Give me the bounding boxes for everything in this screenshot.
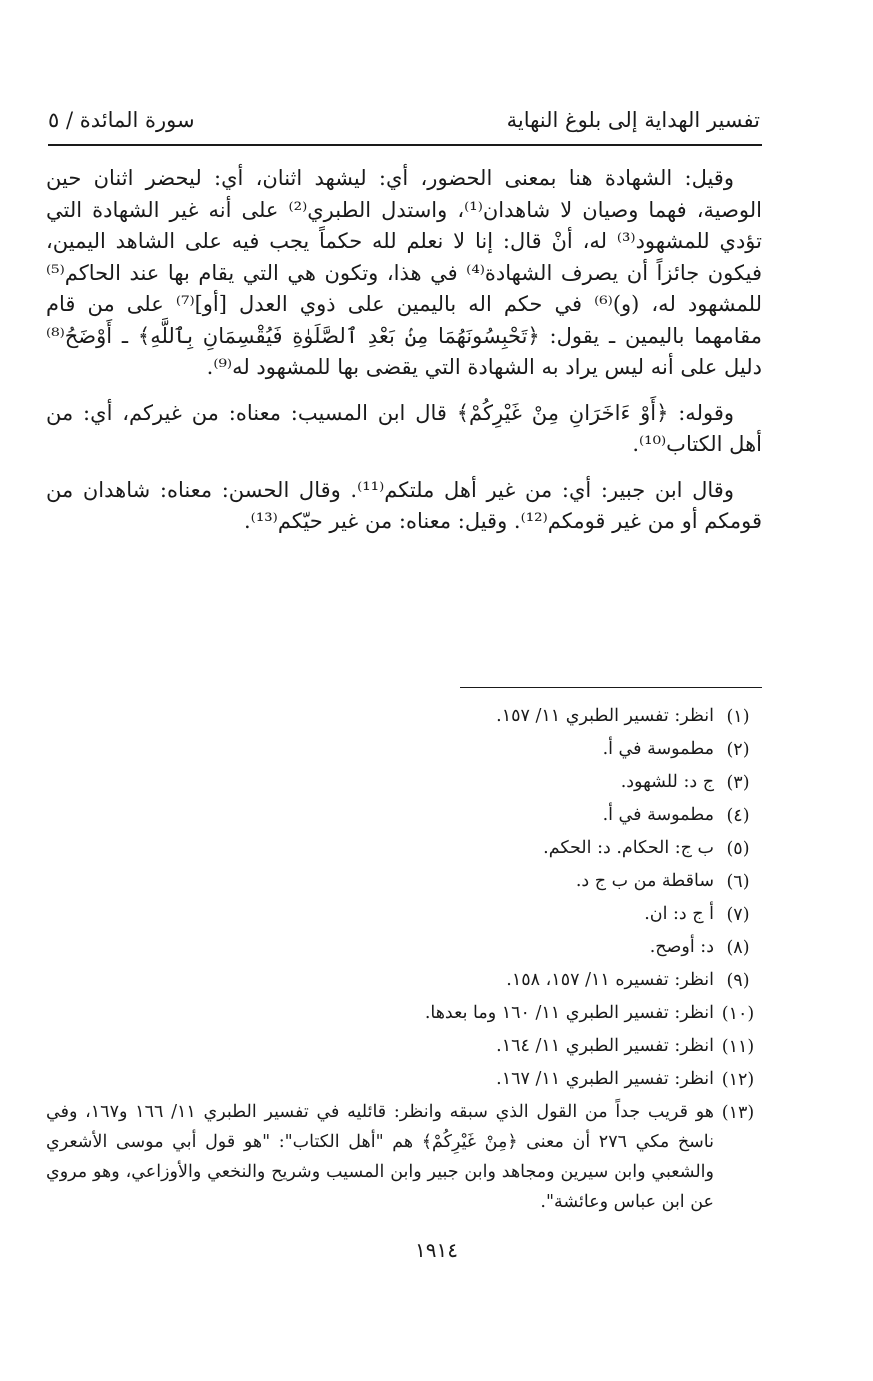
- footnote-text: أ ج د: ان.: [644, 904, 714, 924]
- footnote-number: (١٠): [721, 1004, 755, 1024]
- footnote: [46, 701, 762, 734]
- main-text: [46, 163, 762, 552]
- footnote-text: انظر: تفسير الطبري ١١/ ١٦٠ وما بعدها.: [424, 1003, 714, 1023]
- book-title: تفسير الهداية إلى بلوغ النهاية: [506, 108, 760, 132]
- footnote-text: انظر: تفسير الطبري ١١/ ١٦٧.: [496, 1069, 714, 1089]
- footnotes: [46, 701, 762, 1217]
- footnote-text: ج د: للشهود.: [620, 772, 714, 792]
- footnote-text: مطموسة في أ.: [602, 805, 714, 825]
- footnote-number: (٩): [726, 971, 750, 991]
- footnote-number: (١٣): [721, 1103, 755, 1123]
- footnote-text: انظر: تفسير الطبري ١١/ ١٦٤.: [496, 1036, 714, 1056]
- footnote: [46, 932, 762, 965]
- running-header: [48, 100, 760, 140]
- footnote: [46, 800, 762, 833]
- footnote-number: (٨): [726, 938, 750, 958]
- footnote-text: ساقطة من ب ج د.: [575, 871, 714, 891]
- footnote-text: د: أوصح.: [649, 937, 714, 957]
- footnote-number: (٣): [726, 773, 750, 793]
- paragraph-1: وقيل: الشهادة هنا بمعنى الحضور، أي: ليشهد اثنان، أي: ليحضر اثنان حين الوصية، فهما وصيان لا شاهدان⁽¹⁾، واستدل الطبري⁽²⁾ على أنه غير الشهادة التي تؤدي للمشهود⁽³⁾ له، أنْ قال: إنا لا نعلم لله حكماً يجب فيه على الشاهد اليمين، فيكون جائزاً أن يصرف الشهادة⁽⁴⁾ في هذا، وتكون هي التي يقام بها عند الحاكم⁽⁵⁾ للمشهود له، (و)⁽⁶⁾ في حكم اله باليمين على ذوي العدل [أو]⁽⁷⁾ على من قام مقامهما باليمين ـ يقول: ﴿تَحْبِسُونَهُمَا مِنۢ بَعْدِ ٱلصَّلَوٰةِ فَيُقْسِمَانِ بِٱللَّهِ﴾ ـ أَوْضَحُ⁽⁸⁾ دليل على أنه ليس يراد به الشهادة التي يقضى بها للمشهود له⁽⁹⁾.: [46, 166, 763, 379]
- footnote-number: (٦): [726, 872, 750, 892]
- footnote-text: مطموسة في أ.: [602, 739, 714, 759]
- footnote: [46, 734, 762, 767]
- footnote-separator: [460, 687, 762, 688]
- footnote-text: انظر: تفسير الطبري ١١/ ١٥٧.: [496, 706, 714, 726]
- footnote-number: (٥): [726, 839, 750, 859]
- footnote: [46, 899, 762, 932]
- footnote-text: انظر: تفسيره ١١/ ١٥٧، ١٥٨.: [506, 970, 714, 990]
- surah-reference: سورة المائدة / ٥: [48, 108, 195, 132]
- footnote: [46, 866, 762, 899]
- footnote-number: (٧): [726, 905, 750, 925]
- footnote: [46, 1031, 762, 1064]
- footnote: [46, 767, 762, 800]
- footnote-number: (١٢): [721, 1070, 755, 1090]
- paragraph-2: وقوله: ﴿أَوْ ءَاخَرَانِ مِنْ غَيْرِكُمْ﴾ قال ابن المسيب: معناه: من غيركم، أي: من أهل الكتاب⁽¹⁰⁾.: [46, 400, 762, 456]
- header-rule: [48, 144, 762, 146]
- footnote: [46, 965, 762, 998]
- footnote-text: هو قريب جداً من القول الذي سبقه وانظر: قائليه في تفسير الطبري ١١/ ١٦٦ و١٦٧، وفي ناسخ مكي ٢٧٦ أن معنى ﴿مِنْ غَيْرِكُمْ﴾ هم "أهل الكتاب": "هو قول أبي موسى الأشعري والشعبي وابن سيرين ومجاهد وابن جبير وابن المسيب وشريح والنخعي والأوزاعي، وهو مروي عن ابن عباس وعائشة".: [46, 1102, 714, 1212]
- footnote: [46, 1097, 762, 1217]
- footnote: [46, 1064, 762, 1097]
- paragraph-3: وقال ابن جبير: أي: من غير أهل ملتكم⁽¹¹⁾. وقال الحسن: معناه: شاهدان من قومكم أو من غير قومكم⁽¹²⁾. وقيل: معناه: من غير حيّكم⁽¹³⁾.: [46, 477, 762, 533]
- footnote-number: (٤): [726, 806, 750, 826]
- footnote-number: (٢): [726, 740, 750, 760]
- footnote: [46, 998, 762, 1031]
- footnote-number: (١١): [721, 1037, 755, 1057]
- footnote-text: ب ج: الحكام. د: الحكم.: [543, 838, 714, 858]
- page-number: ١٩١٤: [415, 1238, 458, 1262]
- footnote-number: (١): [726, 707, 750, 727]
- footnote: [46, 833, 762, 866]
